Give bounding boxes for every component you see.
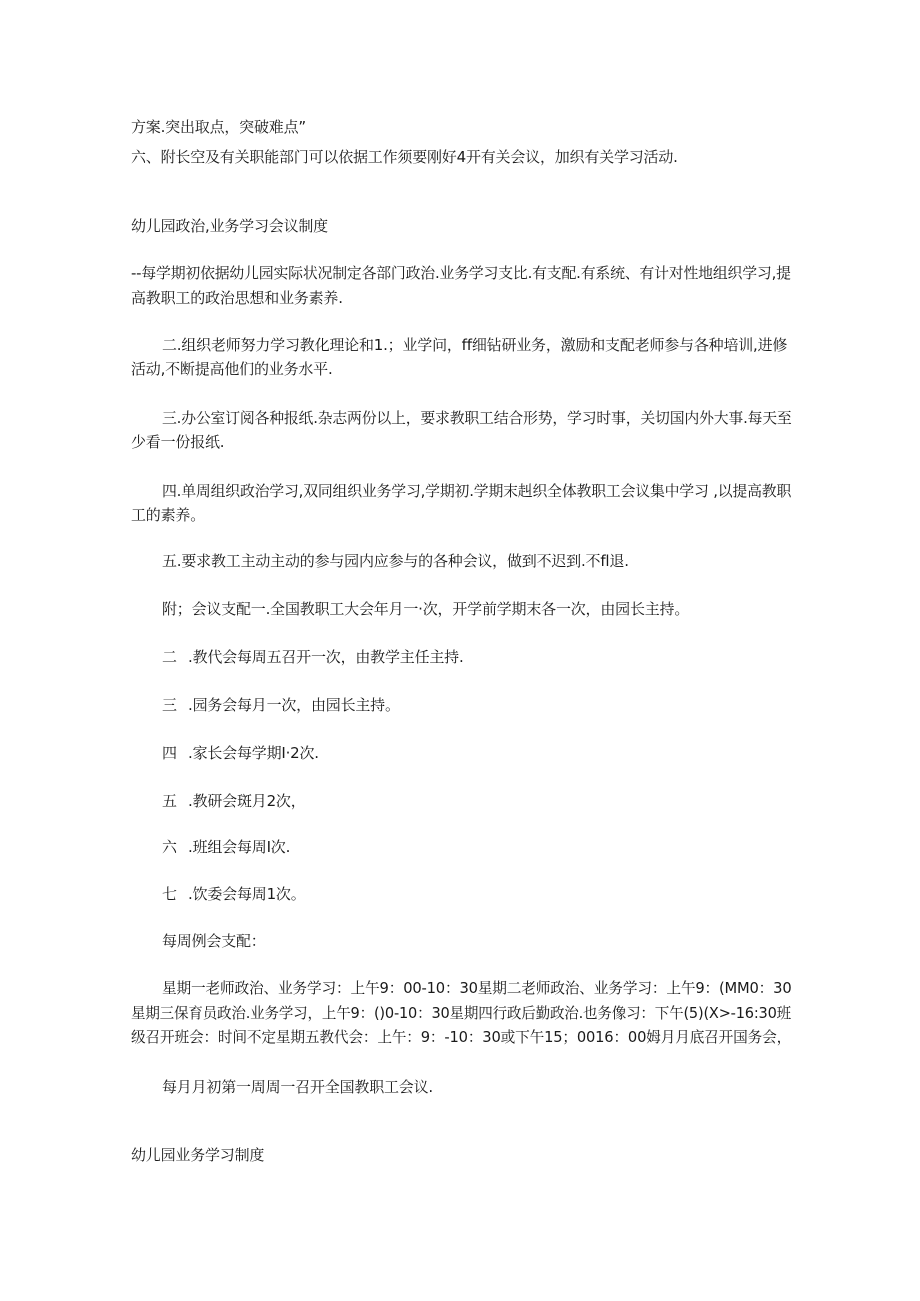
list-text: .教研会斑月2次， bbox=[188, 792, 306, 810]
weekly-line: 级召开班会：时间不定星期五教代会：上午：9：-10：30或下午15；0016：00姆月月底召开国务会， bbox=[131, 1028, 792, 1046]
paragraph-line: --每学期初依据幼儿园实际状况制定各部门政治.业务学习支比.有支配.有系统、有计对性地组织学习,提 bbox=[131, 264, 791, 282]
paragraph-line: 高教职工的政治思想和业务素养. bbox=[131, 289, 343, 307]
section-title: 幼儿园政治,业务学习会议制度 bbox=[131, 217, 328, 235]
weekly-title: 每周例会支配： bbox=[162, 932, 266, 950]
paragraph-line: 工的素养。 bbox=[131, 506, 206, 524]
list-number: 四 bbox=[162, 744, 177, 762]
paragraph-line: 四.单周组织政治学习,双同组织业务学习,学期初.学期末赳织全体教职工会议集中学习 ,以提高教职 bbox=[162, 482, 792, 500]
weekly-line: 星期一老师政治、业务学习：上午9：00-10：30星期二老师政治、业务学习：上午9：(MM0：30 bbox=[162, 979, 792, 997]
list-item bbox=[162, 742, 791, 764]
list-number: 三 bbox=[162, 696, 177, 714]
list-number: 二 bbox=[162, 648, 177, 666]
monthly-line: 每月月初第一周周一召开全国教职工会议. bbox=[162, 1078, 433, 1096]
list-item bbox=[162, 836, 791, 858]
list-number: 七 bbox=[162, 885, 177, 903]
section-title: 幼儿园业务学习制度 bbox=[131, 1146, 265, 1164]
paragraph-line: 五.要求教工主动主动的参与园内应参与的各种会议，做到不迟到.不fl退. bbox=[162, 552, 629, 570]
paragraph-line: 三.办公室订阅各种报纸.杂志两份以上，要求教职工结合形势，学习时事，关切国内外大事.每天至 bbox=[162, 409, 792, 427]
list-number: 五 bbox=[162, 792, 177, 810]
list-item bbox=[162, 883, 791, 905]
paragraph-line: 附；会议支配一.全国教职工大会年月一·次，开学前学期末各一次，由园长主持。 bbox=[162, 600, 690, 618]
paragraph-line: 少看一份报纸. bbox=[131, 433, 225, 451]
paragraph-line: 方案.突出取点，突破难点” bbox=[131, 118, 306, 136]
list-text: .饮委会每周1次。 bbox=[188, 885, 306, 903]
list-text: .班组会每周I次. bbox=[188, 838, 291, 856]
paragraph-line: 活动,不断提高他们的业务水平. bbox=[131, 360, 333, 378]
weekly-line: 星期三保育员政治.业务学习，上午9：()0-10：30星期四行政后勤政治.也务像习：下午(5)(X>-16:30班 bbox=[131, 1004, 791, 1022]
list-item bbox=[162, 790, 791, 812]
list-text: .家长会每学期I·2次. bbox=[188, 744, 319, 762]
list-number: 六 bbox=[162, 838, 177, 856]
paragraph-line: 二.组织老师努力学习教化理论和1.；业学问，ff细钻研业务，激励和支配老师参与各种培训,进修 bbox=[162, 336, 788, 354]
paragraph-line: 六、附长空及有关职能部门可以依据工作须要刚好4开有关会议，加织有关学习活动. bbox=[131, 148, 678, 166]
list-text: .园务会每月一次，由园长主持。 bbox=[188, 696, 400, 714]
list-item bbox=[162, 646, 791, 668]
list-item bbox=[162, 694, 791, 716]
list-text: .教代会每周五召开一次，由教学主任主持. bbox=[188, 648, 464, 666]
